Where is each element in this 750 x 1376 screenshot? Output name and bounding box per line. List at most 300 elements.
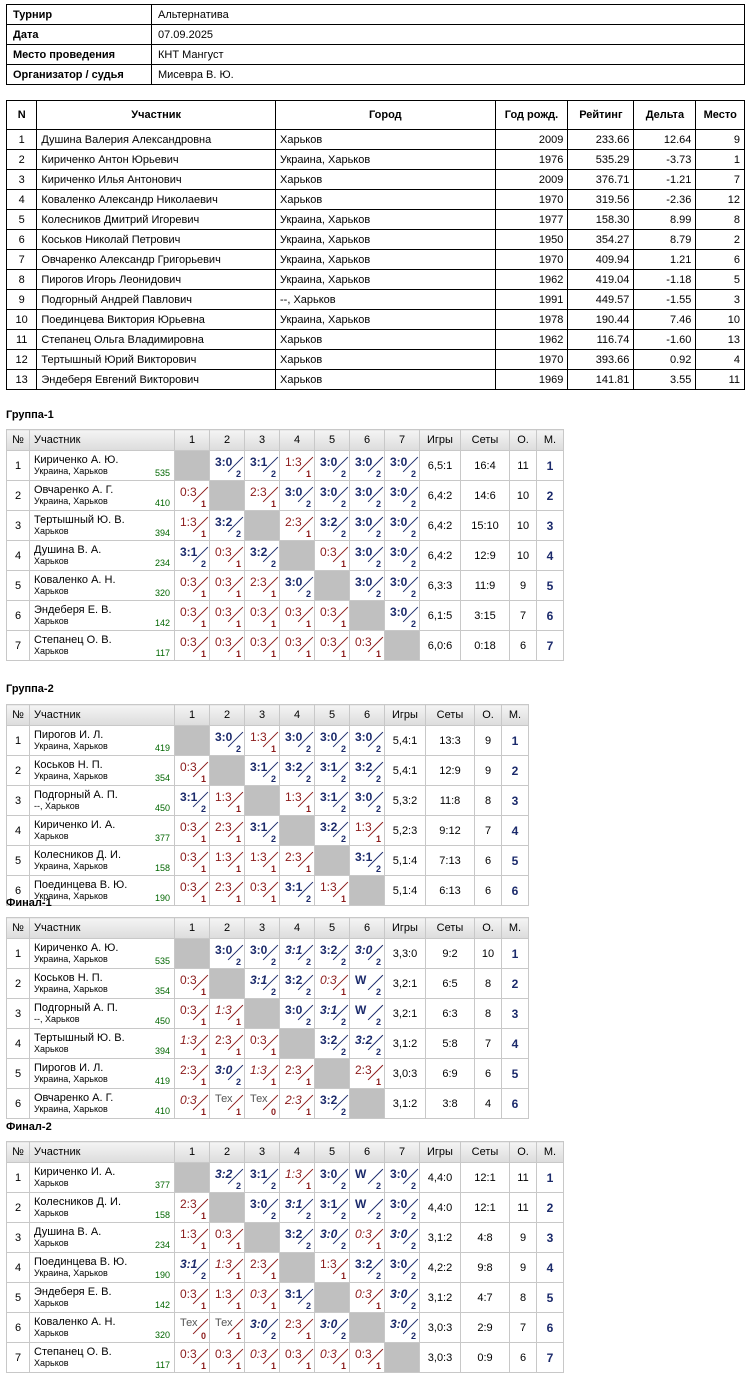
match-score: 1:3 (180, 1033, 197, 1047)
match-result-cell[interactable] (175, 786, 210, 816)
participant-cell: 190.44 (568, 310, 634, 330)
player-cell[interactable] (30, 451, 175, 481)
match-result-cell[interactable] (280, 1059, 315, 1089)
match-result-cell[interactable] (350, 631, 385, 661)
match-score: 0:3 (180, 575, 197, 589)
match-result-cell[interactable] (350, 511, 385, 541)
match-result-cell[interactable] (210, 451, 245, 481)
match-result-cell[interactable] (350, 756, 385, 786)
match-points: 1 (305, 864, 311, 874)
match-result-cell[interactable] (210, 631, 245, 661)
match-result-cell[interactable] (350, 786, 385, 816)
match-points: 0 (200, 1331, 206, 1341)
match-result-cell[interactable] (280, 481, 315, 511)
player-cell[interactable] (30, 571, 175, 601)
match-result-cell[interactable] (280, 631, 315, 661)
match-result-cell[interactable] (350, 541, 385, 571)
participant-cell: Овчаренко Александр Григорьевич (37, 250, 276, 270)
match-result-cell[interactable] (385, 571, 420, 601)
match-result-cell[interactable] (210, 571, 245, 601)
match-result-cell[interactable] (385, 1313, 420, 1343)
participant-cell: 1970 (495, 190, 568, 210)
match-score: W (355, 973, 367, 987)
match-points: 2 (200, 1271, 206, 1281)
match-result-cell[interactable] (175, 571, 210, 601)
header-number: № (7, 705, 30, 726)
match-result-cell[interactable] (315, 1223, 350, 1253)
match-score: 3:0 (390, 605, 408, 619)
match-result-cell[interactable] (385, 1283, 420, 1313)
match-points: 1 (305, 1077, 311, 1087)
match-result-cell[interactable] (350, 1343, 385, 1373)
participant-cell: Украина, Харьков (276, 210, 496, 230)
group-title: Группа-1 (6, 409, 54, 421)
match-result-cell[interactable] (315, 1089, 350, 1119)
match-result-cell[interactable] (175, 1253, 210, 1283)
info-label: Место проведения (7, 45, 152, 65)
row-number: 2 (7, 969, 30, 999)
player-city: Харьков (34, 1238, 69, 1248)
player-cell[interactable] (30, 1313, 175, 1343)
match-result-cell[interactable] (245, 756, 280, 786)
match-result-cell[interactable] (315, 1313, 350, 1343)
match-result-cell[interactable] (315, 1163, 350, 1193)
match-result-cell[interactable] (280, 726, 315, 756)
player-rating: 190 (154, 893, 170, 903)
player-city: Харьков (34, 646, 69, 656)
match-result-cell[interactable] (175, 631, 210, 661)
match-result-cell[interactable] (245, 481, 280, 511)
match-score: 2:3 (215, 880, 232, 894)
match-result-cell[interactable] (315, 481, 350, 511)
match-points: 2 (410, 499, 416, 509)
participants-table (6, 100, 745, 390)
points-cell: 8 (510, 1283, 537, 1313)
player-name: Овчаренко А. Г. (34, 484, 114, 496)
participant-cell: 1950 (495, 230, 568, 250)
player-city: Харьков (34, 586, 69, 596)
match-result-cell[interactable] (175, 541, 210, 571)
match-result-cell[interactable] (175, 846, 210, 876)
match-score: 3:1 (180, 545, 198, 559)
match-score: 3:0 (390, 1317, 408, 1331)
match-points: 2 (200, 804, 206, 814)
match-score: 3:0 (215, 943, 233, 957)
match-points: 2 (375, 1017, 381, 1027)
match-result-cell[interactable] (280, 876, 315, 906)
player-cell[interactable] (30, 1193, 175, 1223)
match-result-cell[interactable] (245, 541, 280, 571)
match-points: 1 (305, 1107, 311, 1117)
header-points: О. (510, 1142, 537, 1163)
self-match-cell (315, 1283, 350, 1313)
participant-cell: Украина, Харьков (276, 230, 496, 250)
row-number: 2 (7, 756, 30, 786)
match-result-cell[interactable] (280, 999, 315, 1029)
player-name: Душина В. А. (34, 544, 102, 556)
match-result-cell[interactable] (315, 1343, 350, 1373)
match-points: 1 (235, 1047, 241, 1057)
player-cell[interactable] (30, 726, 175, 756)
player-cell[interactable] (30, 846, 175, 876)
player-cell[interactable] (30, 631, 175, 661)
match-score: 0:3 (250, 1033, 267, 1047)
match-result-cell[interactable] (350, 939, 385, 969)
match-result-cell[interactable] (210, 999, 245, 1029)
match-result-cell[interactable] (350, 969, 385, 999)
match-score: 3:0 (390, 1227, 408, 1241)
match-result-cell[interactable] (245, 939, 280, 969)
match-points: 1 (235, 804, 241, 814)
match-points: 2 (340, 499, 346, 509)
match-result-cell[interactable] (210, 1253, 245, 1283)
match-points: 2 (270, 559, 276, 569)
place-cell: 4 (537, 541, 564, 571)
match-result-cell[interactable] (245, 846, 280, 876)
place-cell: 6 (537, 1313, 564, 1343)
sets-cell: 3:15 (461, 601, 510, 631)
match-score: 3:2 (355, 1257, 373, 1271)
match-result-cell[interactable] (245, 726, 280, 756)
player-cell[interactable] (30, 1343, 175, 1373)
match-score: 3:0 (390, 1167, 408, 1181)
match-result-cell[interactable] (210, 1059, 245, 1089)
participant-cell: Эндеберя Евгений Викторович (37, 370, 276, 390)
player-rating: 354 (154, 986, 170, 996)
match-points: 2 (410, 1241, 416, 1251)
header-opponent: 1 (175, 1142, 210, 1163)
match-result-cell[interactable] (245, 1343, 280, 1373)
player-rating: 419 (154, 743, 170, 753)
match-result-cell[interactable] (385, 1253, 420, 1283)
match-points: 2 (305, 744, 311, 754)
participant-cell: -1.60 (634, 330, 696, 350)
match-result-cell[interactable] (315, 939, 350, 969)
match-result-cell[interactable] (315, 1029, 350, 1059)
match-result-cell[interactable] (280, 1089, 315, 1119)
match-result-cell[interactable] (245, 601, 280, 631)
self-match-cell (385, 631, 420, 661)
match-result-cell[interactable] (175, 1223, 210, 1253)
player-rating: 117 (155, 1360, 170, 1370)
match-result-cell[interactable] (175, 1283, 210, 1313)
match-result-cell[interactable] (385, 1163, 420, 1193)
match-score: 1:3 (285, 455, 302, 469)
header-points: О. (510, 430, 537, 451)
player-rating: 394 (154, 528, 170, 538)
match-points: 1 (270, 589, 276, 599)
match-score: 0:3 (180, 1287, 197, 1301)
games-cell: 3,1:2 (385, 1089, 426, 1119)
match-result-cell[interactable] (175, 876, 210, 906)
player-cell[interactable] (30, 1059, 175, 1089)
header-number: № (7, 1142, 30, 1163)
match-result-cell[interactable] (280, 1283, 315, 1313)
match-points: 1 (270, 499, 276, 509)
match-result-cell[interactable] (175, 481, 210, 511)
participant-cell: Колесников Дмитрий Игоревич (37, 210, 276, 230)
sets-cell: 9:2 (426, 939, 475, 969)
match-score: 3:0 (390, 515, 408, 529)
games-cell: 4,4:0 (420, 1163, 461, 1193)
match-result-cell[interactable] (210, 1313, 245, 1343)
match-points: 2 (305, 1017, 311, 1027)
match-result-cell[interactable] (280, 756, 315, 786)
match-result-cell[interactable] (385, 481, 420, 511)
info-value: Мисевра В. Ю. (152, 65, 745, 85)
match-result-cell[interactable] (315, 726, 350, 756)
match-result-cell[interactable] (350, 1029, 385, 1059)
match-points: 2 (410, 469, 416, 479)
match-points: 2 (235, 1077, 241, 1087)
match-result-cell[interactable] (175, 969, 210, 999)
player-cell[interactable] (30, 1029, 175, 1059)
match-result-cell[interactable] (210, 816, 245, 846)
match-result-cell[interactable] (350, 1193, 385, 1223)
match-result-cell[interactable] (350, 1059, 385, 1089)
player-name: Подгорный А. П. (34, 1002, 118, 1014)
match-points: 1 (270, 1077, 276, 1087)
group-row (7, 1089, 529, 1119)
match-result-cell[interactable] (210, 939, 245, 969)
player-cell[interactable] (30, 601, 175, 631)
match-result-cell[interactable] (280, 451, 315, 481)
match-points: 1 (235, 864, 241, 874)
player-rating: 190 (154, 1270, 170, 1280)
player-rating: 158 (154, 863, 170, 873)
place-cell: 6 (502, 1089, 529, 1119)
match-result-cell[interactable] (350, 1163, 385, 1193)
header-number: № (7, 918, 30, 939)
match-result-cell[interactable] (245, 1163, 280, 1193)
match-result-cell[interactable] (280, 1343, 315, 1373)
header-opponent: 2 (210, 430, 245, 451)
match-score: 0:3 (250, 1347, 267, 1361)
player-cell[interactable] (30, 939, 175, 969)
player-cell[interactable] (30, 1253, 175, 1283)
match-result-cell[interactable] (385, 1223, 420, 1253)
player-cell[interactable] (30, 1163, 175, 1193)
participants-header: Год рожд. (495, 101, 568, 130)
match-result-cell[interactable] (315, 876, 350, 906)
match-result-cell[interactable] (280, 1163, 315, 1193)
match-result-cell[interactable] (210, 846, 245, 876)
match-points: 1 (270, 1047, 276, 1057)
player-cell[interactable] (30, 481, 175, 511)
match-result-cell[interactable] (385, 511, 420, 541)
match-points: 1 (235, 1017, 241, 1027)
header-place: М. (502, 918, 529, 939)
match-result-cell[interactable] (245, 631, 280, 661)
match-score: 3:0 (285, 575, 303, 589)
match-result-cell[interactable] (350, 726, 385, 756)
match-result-cell[interactable] (210, 1029, 245, 1059)
match-result-cell[interactable] (280, 1223, 315, 1253)
match-result-cell[interactable] (350, 481, 385, 511)
match-result-cell[interactable] (315, 1253, 350, 1283)
match-score: 1:3 (215, 1287, 232, 1301)
match-result-cell[interactable] (350, 999, 385, 1029)
match-result-cell[interactable] (280, 786, 315, 816)
player-rating: 410 (154, 1106, 170, 1116)
participant-row (7, 310, 745, 330)
match-result-cell[interactable] (210, 1283, 245, 1313)
match-result-cell[interactable] (210, 1223, 245, 1253)
match-result-cell[interactable] (245, 1089, 280, 1119)
match-result-cell[interactable] (245, 816, 280, 846)
match-score: 0:3 (215, 605, 232, 619)
match-points: 2 (270, 987, 276, 997)
player-cell[interactable] (30, 1223, 175, 1253)
match-result-cell[interactable] (175, 1059, 210, 1089)
match-score: 1:3 (285, 1167, 302, 1181)
participant-cell: 319.56 (568, 190, 634, 210)
match-score: 0:3 (355, 1347, 372, 1361)
match-result-cell[interactable] (385, 541, 420, 571)
match-result-cell[interactable] (315, 451, 350, 481)
match-result-cell[interactable] (315, 999, 350, 1029)
match-result-cell[interactable] (245, 1253, 280, 1283)
row-number: 6 (7, 1313, 30, 1343)
match-score: 3:0 (355, 730, 373, 744)
games-cell: 6,0:6 (420, 631, 461, 661)
match-result-cell[interactable] (315, 1193, 350, 1223)
match-result-cell[interactable] (315, 601, 350, 631)
match-points: 2 (375, 559, 381, 569)
match-result-cell[interactable] (315, 541, 350, 571)
player-name: Степанец О. В. (34, 634, 112, 646)
group-table (6, 704, 529, 906)
self-match-cell (210, 481, 245, 511)
match-result-cell[interactable] (245, 1029, 280, 1059)
match-result-cell[interactable] (245, 1313, 280, 1343)
player-cell[interactable] (30, 999, 175, 1029)
match-result-cell[interactable] (385, 451, 420, 481)
match-score: 3:1 (320, 1197, 338, 1211)
match-result-cell[interactable] (385, 1193, 420, 1223)
match-result-cell[interactable] (315, 816, 350, 846)
match-points: 2 (270, 957, 276, 967)
match-result-cell[interactable] (350, 816, 385, 846)
match-points: 1 (375, 649, 381, 659)
player-name: Кириченко И. А. (34, 819, 116, 831)
match-score: 2:3 (250, 575, 267, 589)
match-result-cell[interactable] (280, 969, 315, 999)
match-result-cell[interactable] (245, 1193, 280, 1223)
player-cell[interactable] (30, 1089, 175, 1119)
match-result-cell[interactable] (210, 511, 245, 541)
match-result-cell[interactable] (245, 1059, 280, 1089)
player-cell[interactable] (30, 969, 175, 999)
group-row (7, 1223, 564, 1253)
player-cell[interactable] (30, 511, 175, 541)
match-result-cell[interactable] (210, 601, 245, 631)
player-cell[interactable] (30, 816, 175, 846)
match-result-cell[interactable] (280, 939, 315, 969)
match-result-cell[interactable] (210, 1163, 245, 1193)
match-result-cell[interactable] (175, 816, 210, 846)
player-cell[interactable] (30, 786, 175, 816)
player-rating: 142 (154, 618, 170, 628)
info-label: Турнир (7, 5, 152, 25)
player-city: Украина, Харьков (34, 771, 108, 781)
match-result-cell[interactable] (210, 726, 245, 756)
participants-header: Место (696, 101, 745, 130)
match-result-cell[interactable] (210, 786, 245, 816)
group-row (7, 816, 529, 846)
match-result-cell[interactable] (210, 541, 245, 571)
match-result-cell[interactable] (175, 1029, 210, 1059)
match-result-cell[interactable] (210, 1089, 245, 1119)
match-result-cell[interactable] (350, 571, 385, 601)
match-result-cell[interactable] (350, 1253, 385, 1283)
match-result-cell[interactable] (245, 451, 280, 481)
player-cell[interactable] (30, 541, 175, 571)
match-result-cell[interactable] (175, 756, 210, 786)
match-result-cell[interactable] (280, 601, 315, 631)
self-match-cell (175, 451, 210, 481)
match-result-cell[interactable] (350, 451, 385, 481)
match-result-cell[interactable] (280, 1193, 315, 1223)
match-score: 3:1 (320, 760, 338, 774)
match-result-cell[interactable] (280, 1313, 315, 1343)
match-result-cell[interactable] (175, 1343, 210, 1373)
match-result-cell[interactable] (315, 786, 350, 816)
match-result-cell[interactable] (210, 876, 245, 906)
match-points: 2 (270, 469, 276, 479)
match-result-cell[interactable] (350, 1283, 385, 1313)
match-result-cell[interactable] (175, 601, 210, 631)
match-result-cell[interactable] (315, 969, 350, 999)
participant-cell: 7 (696, 170, 745, 190)
place-cell: 2 (537, 481, 564, 511)
match-result-cell[interactable] (350, 1223, 385, 1253)
match-result-cell[interactable] (210, 1343, 245, 1373)
player-rating: 450 (154, 803, 170, 813)
player-cell[interactable] (30, 756, 175, 786)
match-result-cell[interactable] (245, 876, 280, 906)
match-result-cell[interactable] (245, 1283, 280, 1313)
match-result-cell[interactable] (315, 756, 350, 786)
sets-cell: 9:12 (426, 816, 475, 846)
self-match-cell (245, 786, 280, 816)
match-score: 3:0 (250, 1317, 268, 1331)
match-result-cell[interactable] (175, 511, 210, 541)
match-result-cell[interactable] (175, 1313, 210, 1343)
match-score: 1:3 (215, 1257, 232, 1271)
sets-cell: 6:9 (426, 1059, 475, 1089)
match-result-cell[interactable] (280, 511, 315, 541)
match-result-cell[interactable] (175, 999, 210, 1029)
match-result-cell[interactable] (175, 1089, 210, 1119)
match-result-cell[interactable] (280, 571, 315, 601)
points-cell: 11 (510, 1193, 537, 1223)
player-cell[interactable] (30, 1283, 175, 1313)
match-result-cell[interactable] (245, 969, 280, 999)
match-result-cell[interactable] (315, 631, 350, 661)
match-score: 0:3 (180, 485, 197, 499)
match-score: 0:3 (215, 575, 232, 589)
match-result-cell[interactable] (315, 511, 350, 541)
match-result-cell[interactable] (245, 571, 280, 601)
match-result-cell[interactable] (350, 846, 385, 876)
match-result-cell[interactable] (175, 1193, 210, 1223)
header-opponent: 3 (245, 430, 280, 451)
match-result-cell[interactable] (280, 846, 315, 876)
match-result-cell[interactable] (385, 601, 420, 631)
match-score: 0:3 (180, 605, 197, 619)
games-cell: 5,4:1 (385, 756, 426, 786)
